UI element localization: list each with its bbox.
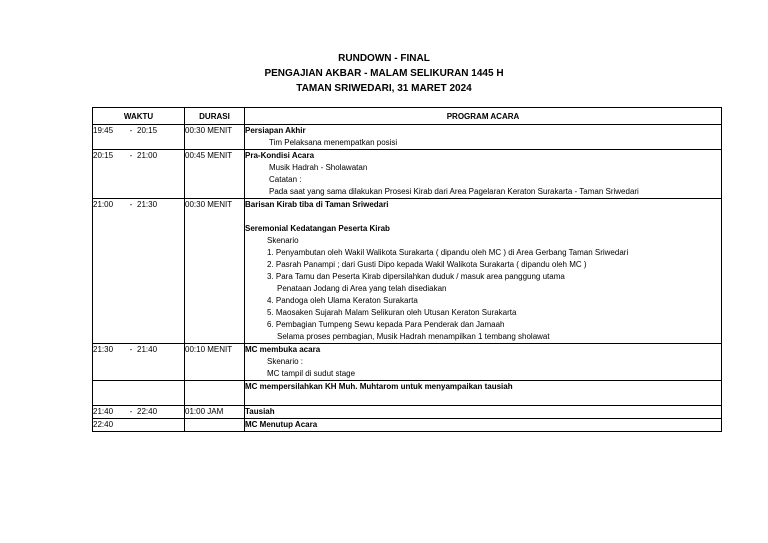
program-title: Persiapan Akhir xyxy=(245,126,306,135)
program-title: Seremonial Kedatangan Peserta Kirab xyxy=(245,224,390,233)
time-range xyxy=(93,125,184,137)
header-line-3: TAMAN SRIWEDARI, 31 MARET 2024 xyxy=(296,83,472,94)
time-cell xyxy=(93,381,185,406)
program-cell xyxy=(245,150,722,199)
header-line-2: PENGAJIAN AKBAR - MALAM SELIKURAN 1445 H xyxy=(264,68,504,79)
program-title: Tausiah xyxy=(245,407,275,416)
program-detail-line: 2. Pasrah Panampi ; dari Gusti Dipo kepada Wakil Walikota Surakarta ( dipandu oleh MC ) xyxy=(267,260,587,269)
program-detail-line xyxy=(245,211,721,223)
time-range xyxy=(93,381,184,393)
table-row xyxy=(93,199,722,344)
table-header-row xyxy=(93,108,722,125)
table-row xyxy=(93,344,722,381)
start-time: 20:15 xyxy=(93,151,114,160)
column-header-durasi: DURASI xyxy=(185,108,245,125)
column-header-waktu: WAKTU xyxy=(93,108,185,125)
column-header-program-acara: PROGRAM ACARA xyxy=(245,108,722,125)
start-time: 19:45 xyxy=(93,126,114,135)
time-cell xyxy=(93,344,185,381)
duration-value xyxy=(185,419,244,431)
program-detail-line: Catatan : xyxy=(269,175,302,184)
end-time: 21:00 xyxy=(137,151,158,160)
program-detail-line: MC tampil di sudut stage xyxy=(267,369,356,378)
header-line-1: RUNDOWN - FINAL xyxy=(338,53,430,64)
end-time: 21:30 xyxy=(137,200,158,209)
time-range xyxy=(93,199,184,211)
duration-value: 00:30 MENIT xyxy=(185,126,233,135)
duration-value: 01:00 JAM xyxy=(185,407,224,416)
time-cell xyxy=(93,406,185,419)
program-cell xyxy=(245,344,722,381)
time-separator: - xyxy=(129,200,133,209)
program-detail-line: Skenario xyxy=(267,236,299,245)
program-detail-line: Pada saat yang sama dilakukan Prosesi Kirab dari Area Pagelaran Keraton Surakarta - Taman Sriwedari xyxy=(269,187,639,196)
document-header xyxy=(0,51,768,96)
time-cell xyxy=(93,150,185,199)
program-title: Pra-Kondisi Acara xyxy=(245,151,315,160)
program-title: MC mempersilahkan KH Muh. Muhtarom untuk menyampaikan tausiah xyxy=(245,382,513,391)
table-row xyxy=(93,406,722,419)
duration-cell xyxy=(185,406,245,419)
program-detail-line: Selama proses pembagian, Musik Hadrah menampilkan 1 tembang sholawat xyxy=(277,332,550,341)
program-detail-line xyxy=(245,393,721,405)
duration-value: 00:10 MENIT xyxy=(185,345,233,354)
duration-cell xyxy=(185,150,245,199)
start-time: 21:40 xyxy=(93,407,114,416)
program-title: MC Menutup Acara xyxy=(245,420,318,429)
duration-cell xyxy=(185,381,245,406)
duration-cell xyxy=(185,199,245,344)
program-cell xyxy=(245,381,722,406)
time-cell xyxy=(93,125,185,150)
program-detail-line: 6. Pembagian Tumpeng Sewu kepada Para Penderak dan Jamaah xyxy=(267,320,505,329)
time-separator: - xyxy=(129,151,133,160)
time-separator: - xyxy=(129,345,133,354)
time-range xyxy=(93,344,184,356)
time-separator: - xyxy=(129,126,133,135)
duration-cell xyxy=(185,125,245,150)
time-separator: - xyxy=(129,407,133,416)
program-title: MC membuka acara xyxy=(245,345,321,354)
table-row xyxy=(93,125,722,150)
end-time: 22:40 xyxy=(137,407,158,416)
program-detail-line: 5. Maosaken Sujarah Malam Selikuran oleh Utusan Keraton Surakarta xyxy=(267,308,517,317)
program-title: Barisan Kirab tiba di Taman Sriwedari xyxy=(245,200,389,209)
program-cell xyxy=(245,406,722,419)
start-time: 22:40 xyxy=(93,420,114,429)
table-row xyxy=(93,419,722,432)
time-range xyxy=(93,150,184,162)
program-detail-line: 1. Penyambutan oleh Wakil Walikota Surakarta ( dipandu oleh MC ) di Area Gerbang Taman Sriwedari xyxy=(267,248,629,257)
end-time: 21:40 xyxy=(137,345,158,354)
program-detail-line: 4. Pandoga oleh Ulama Keraton Surakarta xyxy=(267,296,418,305)
table-row xyxy=(93,381,722,406)
table-body xyxy=(93,125,722,432)
duration-value: 00:30 MENIT xyxy=(185,200,233,209)
start-time: 21:00 xyxy=(93,200,114,209)
program-detail-line: Musik Hadrah - Sholawatan xyxy=(269,163,368,172)
time-range xyxy=(93,419,184,431)
end-time: 20:15 xyxy=(137,126,158,135)
program-detail-line: Skenario : xyxy=(267,357,304,366)
program-cell xyxy=(245,199,722,344)
rundown-table xyxy=(92,107,722,432)
duration-value xyxy=(185,381,244,393)
time-cell xyxy=(93,419,185,432)
time-cell xyxy=(93,199,185,344)
program-detail-line: 3. Para Tamu dan Peserta Kirab dipersilahkan duduk / masuk area panggung utama xyxy=(267,272,565,281)
table-row xyxy=(93,150,722,199)
duration-cell xyxy=(185,344,245,381)
program-cell xyxy=(245,419,722,432)
duration-cell xyxy=(185,419,245,432)
time-range xyxy=(93,406,184,418)
program-detail-line: Penataan Jodang di Area yang telah disediakan xyxy=(277,284,447,293)
duration-value: 00:45 MENIT xyxy=(185,151,233,160)
program-detail-line: Tim Pelaksana menempatkan posisi xyxy=(269,138,398,147)
start-time: 21:30 xyxy=(93,345,114,354)
program-cell xyxy=(245,125,722,150)
